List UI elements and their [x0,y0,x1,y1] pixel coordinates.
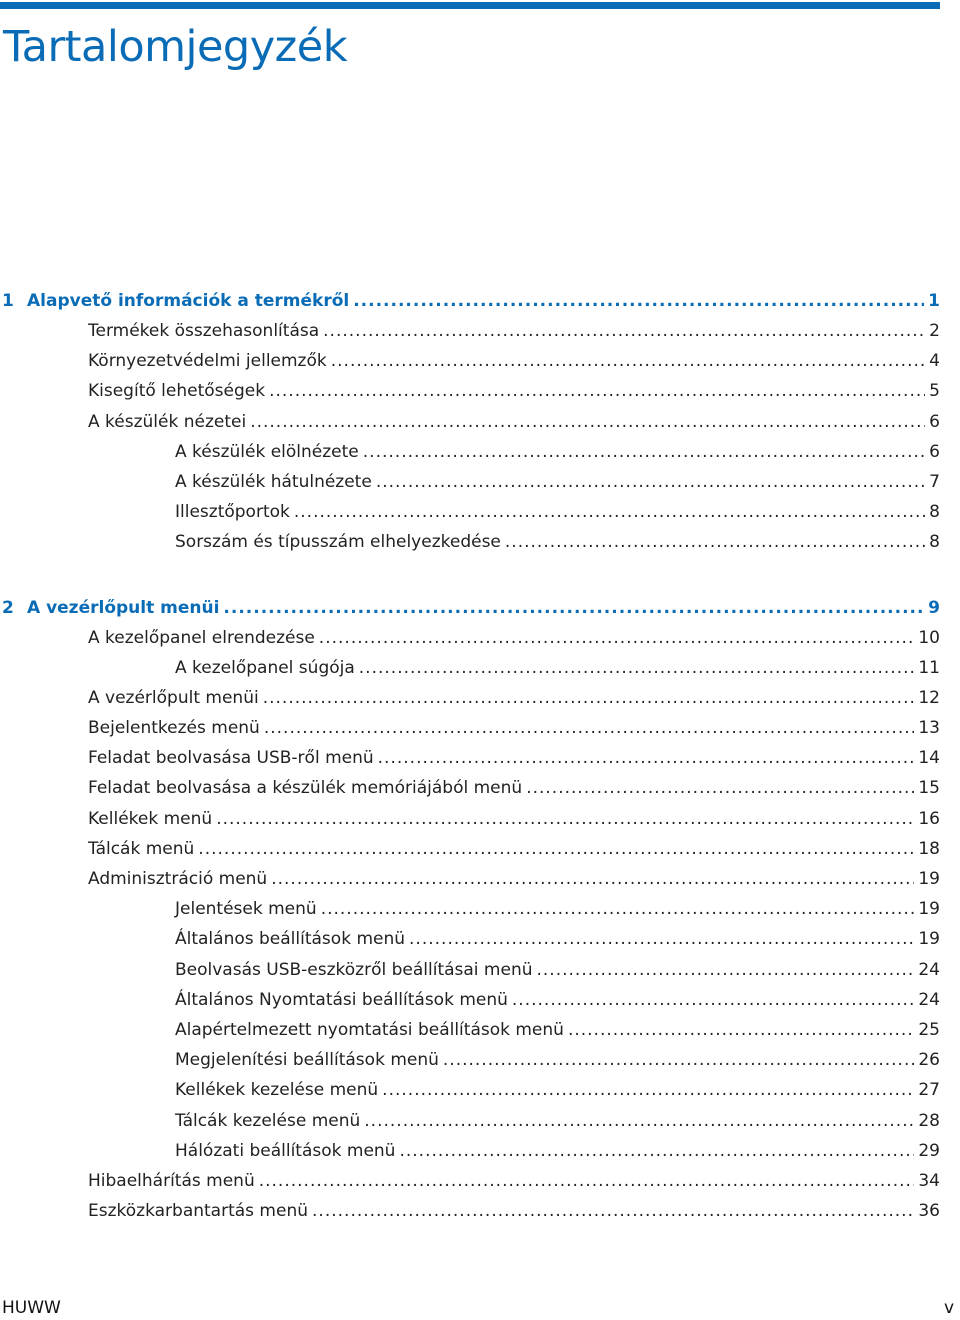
toc-entry[interactable] [0,985,940,1015]
entry-title: Adminisztráció menü [88,869,268,889]
entry-title: Hibaelhárítás menü [88,1170,255,1191]
entry-page-number: 27 [918,1080,940,1101]
dot-leader [269,376,925,406]
dot-leader [323,316,925,346]
dot-leader [263,683,915,713]
toc-entry[interactable] [0,924,940,954]
entry-title: Környezetvédelmi jellemzők [88,351,327,372]
dot-leader [382,1075,914,1105]
entry-title: A készülék nézetei [88,411,247,432]
entry-page-number: 36 [918,1201,940,1222]
entry-title: A készülék hátulnézete [175,471,372,492]
toc-entry[interactable] [0,1045,940,1075]
chapter-number: 1 [2,291,14,311]
entry-title: Általános beállítások menü [175,929,406,950]
entry-page-number: 8 [929,532,940,553]
entry-title: Feladat beolvasása USB-ről menü [88,748,374,769]
toc-entry[interactable] [0,743,940,773]
entry-page-number: 11 [918,657,940,678]
dot-leader [259,1166,915,1196]
entry-page-number: 15 [918,778,940,799]
chapter-page-number: 9 [928,597,940,618]
toc-entry[interactable] [0,894,940,924]
toc-chapter-entry[interactable] [0,593,940,623]
dot-leader [294,497,925,527]
dot-leader [353,286,924,316]
entry-page-number: 25 [918,1019,940,1040]
entry-page-number: 2 [929,321,940,341]
toc-entry[interactable] [0,407,940,437]
entry-page-number: 12 [918,687,940,708]
toc-entry[interactable] [0,376,940,406]
entry-title: A vezérlőpult menüi [88,687,259,708]
entry-title: Alapértelmezett nyomtatási beállítások menü [175,1019,564,1040]
entry-page-number: 10 [918,627,940,648]
dot-leader [250,407,925,437]
entry-page-number: 28 [918,1110,940,1131]
toc-entry[interactable] [0,1136,940,1166]
chapter-title: A vezérlőpult menüi [27,597,220,618]
toc-entry[interactable] [0,623,940,653]
entry-page-number: 8 [929,502,940,523]
toc-entry[interactable] [0,1196,940,1226]
dot-leader [216,804,914,834]
dot-leader [198,834,914,864]
dot-leader [223,593,924,623]
toc-entry[interactable] [0,467,940,497]
dot-leader [443,1045,914,1075]
toc-entry[interactable] [0,346,940,376]
dot-leader [264,713,915,743]
entry-page-number: 19 [918,869,940,889]
dot-leader [512,985,914,1015]
dot-leader [312,1196,914,1226]
entry-page-number: 6 [929,411,940,432]
toc-entry[interactable] [0,834,940,864]
entry-title: Megjelenítési beállítások menü [175,1050,439,1071]
top-rule [0,2,940,9]
entry-title: Tálcák menü [88,838,195,859]
toc-entry[interactable] [0,497,940,527]
toc-entry[interactable] [0,653,940,683]
chapter-gap [0,558,940,593]
entry-title: Eszközkarbantartás menü [88,1201,309,1222]
entry-title: Jelentések menü [175,899,317,920]
entry-page-number: 24 [918,959,940,980]
dot-leader [359,653,915,683]
entry-page-number: 13 [918,718,940,739]
toc-entry[interactable] [0,1075,940,1105]
dot-leader [319,623,915,653]
dot-leader [537,955,915,985]
dot-leader [568,1015,914,1045]
toc-entry[interactable] [0,437,940,467]
entry-page-number: 14 [918,748,940,769]
entry-page-number: 24 [918,989,940,1010]
entry-title: Feladat beolvasása a készülék memóriájából menü [88,778,523,799]
entry-title: Kellékek kezelése menü [175,1080,379,1101]
dot-leader [271,864,914,894]
toc-entry[interactable] [0,527,940,557]
footer-doc-code: HUWW [2,1298,61,1318]
entry-title: A kezelőpanel súgója [175,657,355,678]
toc-entry[interactable] [0,1015,940,1045]
toc-entry[interactable] [0,683,940,713]
entry-title: Bejelentkezés menü [88,718,260,739]
toc-entry[interactable] [0,316,940,346]
dot-leader [331,346,925,376]
dot-leader [321,894,915,924]
dot-leader [363,437,925,467]
dot-leader [364,1106,914,1136]
table-of-contents [0,286,940,1226]
chapter-title: Alapvető információk a termékről [27,291,350,311]
toc-chapter-entry[interactable] [0,286,940,316]
entry-page-number: 5 [929,381,940,402]
dot-leader [526,773,914,803]
dot-leader [399,1136,914,1166]
toc-entry[interactable] [0,955,940,985]
toc-entry[interactable] [0,804,940,834]
entry-title: Beolvasás USB-eszközről beállításai menü [175,959,533,980]
entry-page-number: 4 [929,351,940,372]
entry-title: Termékek összehasonlítása [88,321,320,341]
entry-title: Általános Nyomtatási beállítások menü [175,989,508,1010]
dot-leader [409,924,914,954]
entry-page-number: 16 [918,808,940,829]
entry-page-number: 19 [918,929,940,950]
entry-title: Sorszám és típusszám elhelyezkedése [175,532,501,553]
toc-entry[interactable] [0,773,940,803]
entry-page-number: 6 [929,441,940,462]
entry-title: A kezelőpanel elrendezése [88,627,315,648]
entry-page-number: 29 [918,1140,940,1161]
entry-page-number: 26 [918,1050,940,1071]
dot-leader [376,467,925,497]
entry-title: Tálcák kezelése menü [175,1110,361,1131]
chapter-number: 2 [2,597,14,618]
footer-page-number: v [943,1298,954,1318]
toc-entry[interactable] [0,1166,940,1196]
entry-title: Hálózati beállítások menü [175,1140,396,1161]
entry-page-number: 7 [929,471,940,492]
entry-page-number: 34 [918,1170,940,1191]
page-title: Tartalomjegyzék [3,22,348,72]
entry-page-number: 18 [918,838,940,859]
toc-entry[interactable] [0,1106,940,1136]
entry-title: A készülék elölnézete [175,441,359,462]
chapter-page-number: 1 [928,291,940,311]
dot-leader [378,743,915,773]
dot-leader [505,527,925,557]
toc-entry[interactable] [0,713,940,743]
entry-title: Illesztőportok [175,502,290,523]
entry-title: Kisegítő lehetőségek [88,381,266,402]
toc-entry[interactable] [0,864,940,894]
entry-page-number: 19 [918,899,940,920]
entry-title: Kellékek menü [88,808,213,829]
